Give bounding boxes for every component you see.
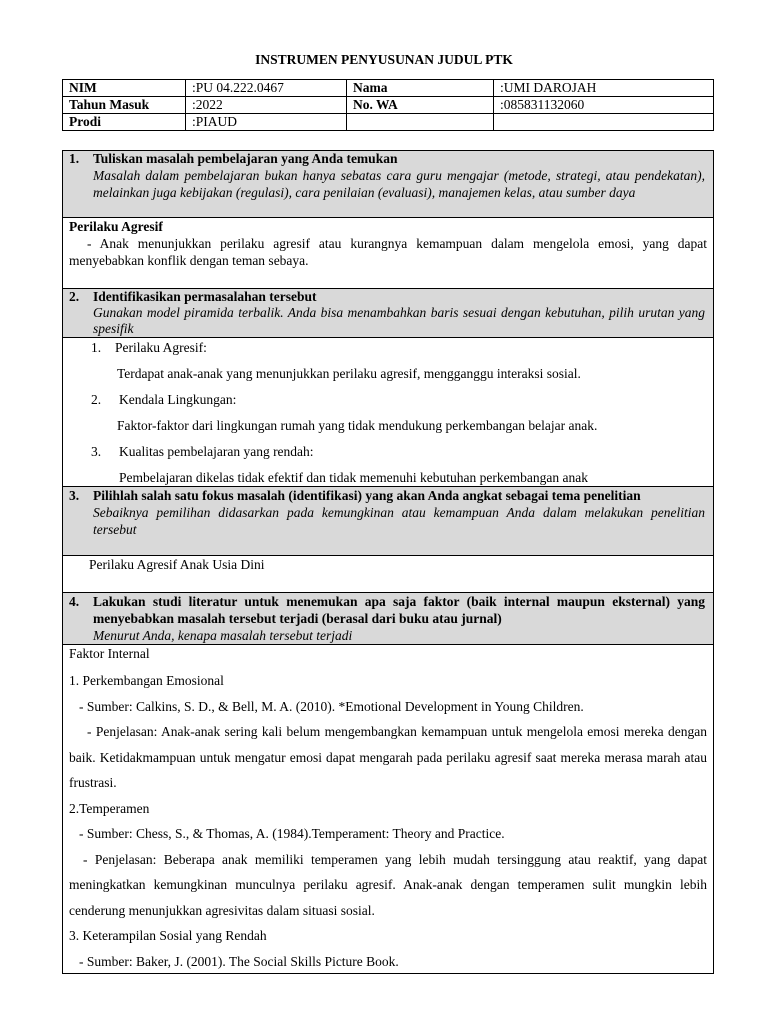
section-3-instruction: Sebaiknya pemilihan didasarkan pada kemungkinan atau kemampuan Anda dalam melakukan penelitian tersebut <box>93 505 705 537</box>
factor-2-explanation: - Penjelasan: Beberapa anak memiliki temperamen yang lebih mudah tersinggung atau reaktif, yang dapat meningkatkan kemungkinan munculnya perilaku agresif. Anak-anak dengan temperamen sulit mungkin lebih cenderung menunjukkan agresivitas dalam situasi sosial. <box>69 851 707 918</box>
empty-label-cell <box>347 114 494 131</box>
section-3 <box>62 486 714 594</box>
list-item-number: 1. <box>91 340 102 355</box>
section-4-header <box>63 593 713 645</box>
nama-label: Nama <box>347 80 494 97</box>
section-1 <box>62 150 714 290</box>
nim-value: :PU 04.222.0467 <box>186 80 347 97</box>
factor-2-title: 2.Temperamen <box>69 800 150 816</box>
section-4 <box>62 592 714 974</box>
list-item <box>91 443 707 460</box>
section-3-header <box>63 487 713 556</box>
section-1-header <box>63 151 713 218</box>
section-1-instruction: Masalah dalam pembelajaran bukan hanya sebatas cara guru mengajar (metode, strategi, atau pendekatan), melainkan juga kebijakan (regulasi), cara penilaian (evaluasi), manajemen kelas, atau sumber daya <box>93 168 705 200</box>
list-item <box>91 391 707 408</box>
no-wa-label: No. WA <box>347 97 494 114</box>
factor-1-explanation: - Penjelasan: Anak-anak sering kali belum mengembangkan kemampuan untuk mengelola emosi mereka dengan baik. Ketidakmampuan untuk mengatur emosi dapat mengarah pada perilaku agresif saat mereka merasa marah atau frustrasi. <box>69 724 707 790</box>
factor-2-source: - Sumber: Chess, S., & Thomas, A. (1984).Temperament: Theory and Practice. <box>79 826 505 841</box>
prodi-value: :PIAUD <box>186 114 347 131</box>
section-2-question: Identifikasikan permasalahan tersebut <box>93 289 317 304</box>
empty-value-cell <box>494 114 714 131</box>
prodi-label: Prodi <box>63 114 186 131</box>
list-item <box>91 339 707 356</box>
faktor-internal-label: Faktor Internal <box>69 646 150 661</box>
section-2-header <box>63 289 713 338</box>
section-4-number: 4. <box>69 594 80 609</box>
tahun-masuk-label: Tahun Masuk <box>63 97 186 114</box>
section-2-number: 2. <box>69 289 80 304</box>
section-4-instruction: Menurut Anda, kenapa masalah tersebut terjadi <box>93 628 353 643</box>
no-wa-value: :085831132060 <box>494 97 714 114</box>
tahun-masuk-value: :2022 <box>186 97 347 114</box>
info-row-tahun <box>63 97 714 114</box>
section-2 <box>62 288 714 488</box>
list-item-description: Terdapat anak-anak yang menunjukkan perilaku agresif, mengganggu interaksi sosial. <box>117 366 581 381</box>
factor-1-title: 1. Perkembangan Emosional <box>69 673 224 688</box>
list-item-number: 3. <box>91 444 102 459</box>
list-item-description: Pembelajaran dikelas tidak efektif dan tidak memenuhi kebutuhan perkembangan anak <box>119 470 588 485</box>
info-row-nim <box>63 80 714 97</box>
list-item-description: Faktor-faktor dari lingkungan rumah yang tidak mendukung perkembangan belajar anak. <box>117 418 598 433</box>
section-1-number: 1. <box>69 151 80 166</box>
factor-1-source: - Sumber: Calkins, S. D., & Bell, M. A. (2010). *Emotional Development in Young Children. <box>79 698 584 714</box>
nama-value: :UMI DAROJAH <box>494 80 714 97</box>
list-item-number: 2. <box>91 392 102 407</box>
student-info-table <box>62 79 714 131</box>
factor-3-source: - Sumber: Baker, J. (2001). The Social Skills Picture Book. <box>79 953 399 969</box>
list-item-title: Perilaku Agresif: <box>115 340 207 355</box>
section-4-question: Lakukan studi literatur untuk menemukan apa saja faktor (baik internal maupun eksternal) yang menyebabkan masalah tersebut terjadi (berasal dari buku atau jurnal) <box>93 594 705 626</box>
section-1-question: Tuliskan masalah pembelajaran yang Anda temukan <box>93 151 398 166</box>
list-item-title: Kendala Lingkungan: <box>119 392 237 407</box>
section-3-answer: Perilaku Agresif Anak Usia Dini <box>89 557 265 572</box>
nim-label: NIM <box>63 80 186 97</box>
section-3-number: 3. <box>69 488 80 503</box>
section-1-text: - Anak menunjukkan perilaku agresif atau kurangnya kemampuan dalam mengelola emosi, yang dapat menyebabkan konflik dengan teman sebaya. <box>69 236 707 268</box>
section-2-instruction: Gunakan model piramida terbalik. Anda bisa menambahkan baris sesuai dengan kebutuhan, pilih urutan yang spesifik <box>93 305 705 336</box>
document-title: INSTRUMEN PENYUSUNAN JUDUL PTK <box>255 52 513 67</box>
section-3-question: Pilihlah salah satu fokus masalah (identifikasi) yang akan Anda angkat sebagai tema penelitian <box>93 488 641 503</box>
info-row-prodi <box>63 114 714 131</box>
list-item-title: Kualitas pembelajaran yang rendah: <box>119 444 314 459</box>
factor-3-title: 3. Keterampilan Sosial yang Rendah <box>69 928 267 943</box>
section-1-heading: Perilaku Agresif <box>69 219 163 234</box>
